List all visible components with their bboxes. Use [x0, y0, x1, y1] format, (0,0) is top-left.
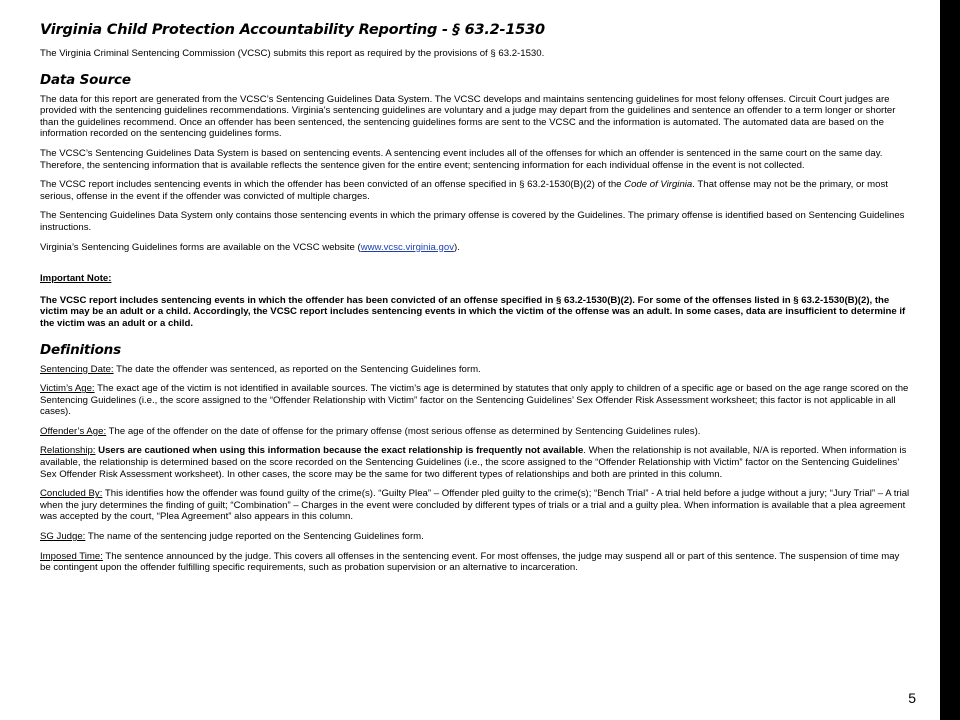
document-content [40, 22, 912, 582]
data-source-paragraph-1: The data for this report are generated from the VCSC’s Sentencing Guidelines Data System. The VCSC develops and maintains sentencing guidelines for most felony offenses. Circuit Court judges are provided with the sentencing guidelines recommendations. Virginia’s sentencing guidelines are voluntary and a judge may depart from the guidelines and sentence an offender to a term longer or shorter than the guidelines recommend. Once an offender has been sentenced, the sentencing guidelines forms are sent to the VCSC and the information is automated. The automated data are based on the information recorded on the sentencing guidelines forms. [40, 93, 896, 140]
definition-term: SG Judge: [40, 531, 86, 543]
data-source-paragraph-3 [40, 179, 912, 202]
definition-concluded-by [40, 488, 912, 523]
definition-victims-age [40, 383, 912, 418]
definitions-heading: Definitions [40, 341, 121, 358]
data-source-paragraph-2: The VCSC’s Sentencing Guidelines Data System is based on sentencing events. A sentencing event includes all of the offenses for which an offender is sentenced in the same court on the same day. Therefore, the sentencing information that is available reflects the sentence given for the entire event; sentencing information for each individual offense in the event is not collected. [40, 147, 883, 171]
data-source-p3-pre: The VCSC report includes sentencing events in which the offender has been convicted of an offense specified in § 63.2-1530(B)(2) of the [40, 179, 625, 191]
definition-term: Concluded By: [40, 488, 103, 500]
definition-term: Victim’s Age: [40, 383, 95, 395]
data-source-p3-post: . That offense may not be the primary, or most serious, offense in the event if the offender was convicted of multiple charges. [40, 179, 888, 202]
definition-imposed-time [40, 551, 912, 574]
definition-text: . When the relationship is not available, N/A is reported. When information is available, the relationship is determined based on the score recorded on the Sentencing Guidelines (i.e., the score assigned to the “Offender Relationship with Victim” factor on the Sentencing Guidelines’ Sex Offender Risk Assessment worksheet). In other cases, the score may be the same for two different types of relationships and both are printed in this column. [40, 445, 907, 480]
data-source-heading: Data Source [40, 71, 131, 88]
definition-text: This identifies how the offender was found guilty of the crime(s). “Guilty Plea” – Offender pled guilty to the crime(s); “Bench Trial” - A trial held before a judge without a jury; “Jury Trial” – A trial when the jury determines the finding of guilt; “Combination” – Charges in the event were concluded by different types of trials or a trial and a guilty plea. When information is available that a plea agreement was accepted by the court, “Plea Agreement” also appears in this column. [40, 488, 910, 523]
definition-term: Offender’s Age: [40, 425, 107, 437]
definition-offenders-age [40, 426, 912, 438]
definition-term: Imposed Time: [40, 550, 103, 562]
definition-sentencing-date [40, 364, 912, 376]
page-title: Virginia Child Protection Accountability Reporting - § 63.2-1530 [40, 22, 545, 38]
important-note-heading: Important Note: [40, 273, 112, 285]
data-source-p5-pre: Virginia’s Sentencing Guidelines forms are available on the VCSC website ( [40, 241, 361, 253]
data-source-paragraph-4: The Sentencing Guidelines Data System only contains those sentencing events in which the primary offense is covered by the Guidelines. The primary offense is identified based on Sentencing Guidelines instructions. [40, 210, 905, 233]
definition-text: The exact age of the victim is not identified in available sources. The victim’s age is determined by statutes that only apply to children of a specific age or based on the age range scored on the Sentencing Guidelines (i.e., the score assigned to the “Offender Relationship with Victim” factor on the Sentencing Guidelines’ Sex Offender Risk Assessment worksheet; this factor is not applicable in all cases). [40, 383, 909, 418]
code-of-virginia-text: Code of Virginia [624, 179, 693, 191]
page-number: 5 [908, 690, 916, 706]
vcsc-website-link[interactable]: www.vcsc.virginia.gov [360, 241, 454, 253]
definition-relationship [40, 445, 912, 480]
right-edge-bar [940, 0, 960, 720]
definition-term: Relationship: [40, 445, 96, 457]
definition-text: The age of the offender on the date of offense for the primary offense (most serious offense as determined by Sentencing Guidelines rules). [106, 425, 701, 437]
definition-term: Sentencing Date: [40, 363, 114, 375]
data-source-p5-post: ). [454, 241, 460, 253]
definition-text: The name of the sentencing judge reported on the Sentencing Guidelines form. [85, 531, 424, 543]
data-source-paragraph-5 [40, 242, 912, 254]
relationship-caution-text: Users are cautioned when using this information because the exact relationship is frequently not available [95, 445, 584, 457]
definition-text: The sentence announced by the judge. This covers all offenses in the sentencing event. For most offenses, the judge may suspend all or part of this sentence. The suspension of time may be contingent upon the offender fulfilling specific requirements, such as probation supervision or an alternative to incarceration. [40, 550, 900, 574]
definition-sg-judge [40, 531, 912, 543]
important-note-body: The VCSC report includes sentencing events in which the offender has been convicted of an offense specified in § 63.2-1530(B)(2). For some of the offenses listed in § 63.2-1530(B)(2), the victim may be an adult or a child. Accordingly, the VCSC report includes sentencing events in which the victim of the offense was an adult. In some cases, data are insufficient to determine if the victim was an adult or a child. [40, 294, 906, 329]
definition-text: The date the offender was sentenced, as reported on the Sentencing Guidelines form. [113, 363, 481, 375]
intro-paragraph: The Virginia Criminal Sentencing Commission (VCSC) submits this report as required by the provisions of § 63.2-1530. [40, 48, 545, 59]
